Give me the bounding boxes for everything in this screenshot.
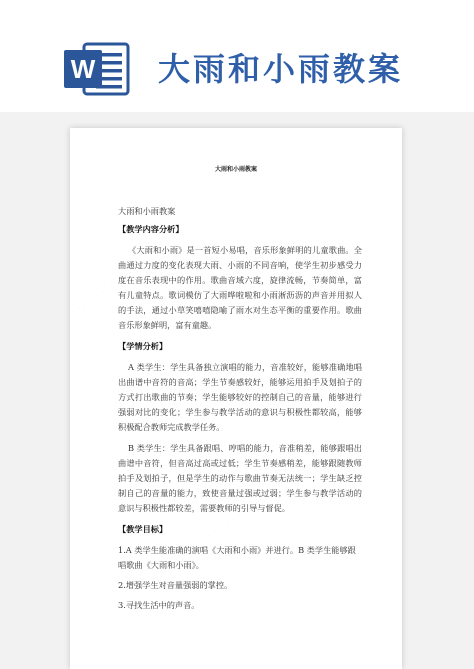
- document-body: [118, 204, 362, 618]
- section-heading-content-analysis: 【教学内容分析】: [118, 224, 184, 234]
- banner-title: 大雨和小雨教案: [158, 50, 404, 88]
- section-heading-learner-analysis: 【学情分析】: [118, 341, 168, 351]
- word-logo-letter: W: [70, 54, 96, 84]
- document-title: 大雨和小雨教案: [118, 206, 176, 216]
- document-page: [70, 128, 402, 669]
- paragraph: A 类学生：学生具备独立演唱的能力，音准较好，能够准确地唱出曲谱中音符的音高；学生节奏感较好，能够运用拍手及划拍子的方式打出歌曲的节奏；学生能够较好的控制自己的音量，能够进行强弱对比的变化；学生参与教学活动的意识与积极性都较高，能够积极配合教师完成教学任务。: [118, 362, 362, 432]
- title-banner: [0, 0, 474, 112]
- paragraph: B 类学生：学生具备跟唱、哼唱的能力，音准稍差，能够跟唱出曲谱中音符，但音高过高或过低；学生节奏感稍差，能够跟随教师拍手及划拍子，但是学生的动作与歌曲节奏无法统一；学生缺乏控制自己的音量的能力，致使音量过强或过弱；学生参与教学活动的意识与积极性都较差，需要教师的引导与督促。: [118, 443, 362, 513]
- section-heading-teaching-goals: 【教学目标】: [118, 524, 168, 534]
- list-item: 3.寻找生活中的声音。: [118, 600, 200, 610]
- list-item: 2.增强学生对音量强弱的掌控。: [118, 580, 233, 590]
- paragraph: 《大雨和小雨》是一首短小易唱，音乐形象鲜明的儿童歌曲。全曲通过力度的变化表现大雨、小雨的不同音响，使学生初步感受力度在音乐表现中的作用。歌曲音域六度，旋律流畅，节奏简单，富有儿童特点。歌词模仿了大雨哗啦啦和小雨淅沥沥的声音并用拟人的手法，通过小草笑嘻嘻隐喻了雨水对生态平衡的重要作用。歌曲音乐形象鲜明，富有童趣。: [118, 245, 362, 330]
- page-header: 大雨和小雨教案: [214, 166, 257, 173]
- word-document-icon: [62, 38, 132, 100]
- list-item: 1.A 类学生能准确的演唱《大雨和小雨》并进行。B 类学生能够跟唱歌曲《大雨和小雨》。: [118, 545, 356, 570]
